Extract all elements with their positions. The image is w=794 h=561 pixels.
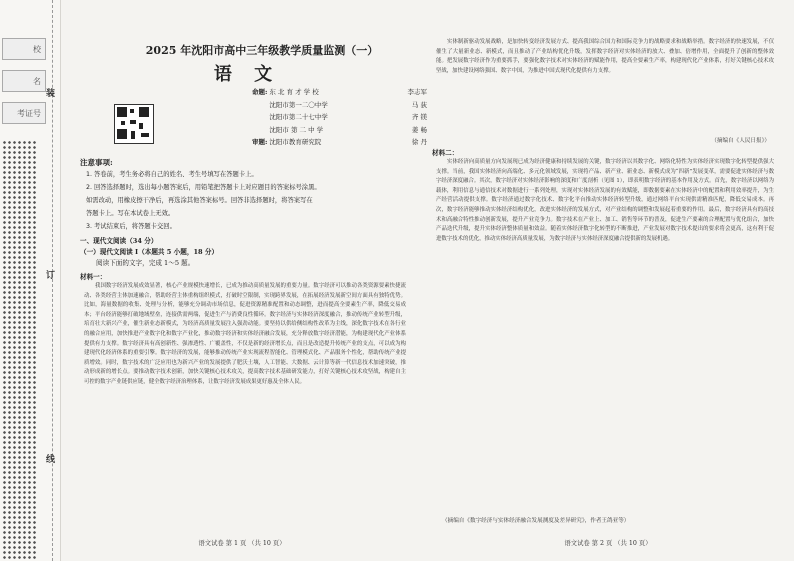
page-footer: 语文试卷 第 2 页 （共 10 页） [564,540,652,547]
author-row: 审题: 沈阳市教育研究院 徐 丹 [252,138,427,146]
instruction-text: 阅读下面的文字，完成 1～5 题。 [96,259,195,267]
notice-item: 答题卡上。写在本试卷上无效。 [86,210,175,217]
exam-number-field[interactable]: 考证号 [2,102,46,124]
author-row: 沈阳市 第 二 中 学 姜 畅 [269,125,427,134]
school-field[interactable]: 校 [2,38,46,60]
source-note-2: （摘编自《数字经济与实体经济融合发展测度及差异研究》，作者王鸽亚等） [442,518,630,524]
author-row: 沈阳市第一二〇中学 马 荻 [269,100,427,109]
notice-item: 如需改动，用橡皮擦干净后，再选涂其他答案标号。回答非选择题时，将答案写在 [86,197,313,204]
subject-title: 语 文 [213,64,281,85]
author-list [252,86,427,149]
qr-code-icon [114,104,154,144]
source-note-1: （摘编自《人民日报》） [711,138,770,144]
notice-list [86,168,406,233]
perforation-pattern [2,140,38,560]
section-heading: 一、现代文阅读（34 分） [80,237,158,245]
page-2 [428,0,788,561]
bind-char-ding: 订 [46,271,56,281]
subsection-heading: （一）现代文阅读 I（本题共 5 小题，18 分） [80,248,219,256]
page-1 [62,0,427,561]
bind-char-xian: 线 [46,455,56,465]
exam-title: 2025 年沈阳市高中三年级教学质量监测（一） [145,44,379,57]
name-field[interactable]: 名 [2,70,46,92]
material-1-continued: 实体制新驱动发展战略，是加快转变经济发展方式、提高我国综合国力和国际竞争力的战略要求和战略举措。数字经济的快速发展，不仅催生了大量新业态、新模式，而且推动了产业结构优化升级，发挥数字经济对实体经济的放大、叠加、倍增作用，全面提升了创新的整体效能。把发展数字经济作为重要抓手，要强化数字技术对实体经济的赋能作用，提高全要素生产率，构建现代化产业体系，打好关键核心技术攻坚战，加快建设网络强国、数字中国，为推进中国式现代化提供有力支撑。 [436,39,774,74]
notice-item: 3. 考试结束后，将答题卡交回。 [86,223,176,230]
material-2-body: 实体经济向高质量方向发展现已成为经济健康和持续发展的关键，数字经济以其数字化、网络化特性为实体经济实现数字化转型提供强大支撑。当前，我国实体经济向高端化、多元化领域发展，实现将产品、新产业、新业态、新模式成为“四新”发展变革，需要促进实体经济与数字经济深度融合。其次，数字经济对实体经济影响的深度和广度剖析（见图 1），即表明数字经济的基本作用及方式。首先，数字经济以网络为载体，利用信息与通信技术对数据进行一系列处理，实现对实体经济发展的有效赋能，即数据要素在实体经济中的配置和利用效率提升，为生产经营活动提供支撑。数字经济通过数字化技术、数字化平台推动实体经济转型升级，通过网络平台实现供需精准匹配，降低交易成本。再次，数字经济能够推动实体经济结构优化，改进实体经济的发展方式，对产业结构的调整和发展起着重要的作用。最后，数字经济具有的高技术和高融合特性推动创新发展，提升产业竞争力。数字技术在产业上、加工、销售等环节的普及，促进生产要素的合理配置与优化组合，加快产品迭代升级，提升实体经济整体质量和效益。随着实体经济数字化转型的不断推进，产业发展对数字技术提出的要求将会更高，这有利于促进数字技术的优化，推动实体经济高质量发展，为数字经济与实体经济深度融合提供新的发展机遇。 [436,159,774,242]
notice-title: 注意事项: [80,158,113,167]
binding-margin [0,0,61,561]
notice-item: 2. 回答选择题时，选出每小题答案后，用铅笔把答题卡上对应题目的答案标号涂黑。 [86,184,321,191]
page-footer: 语文试卷 第 1 页 （共 10 页） [198,540,286,547]
bind-char-zhuang: 装 [46,89,56,99]
material-1-label: 材料一： [80,273,107,281]
notice-item: 1. 答卷前，考生务必将自己的姓名、考生号填写在答题卡上。 [86,171,258,178]
author-row: 沈阳市第二十七中学 齐 镁 [269,113,427,121]
author-row: 命题: 东 北 育 才 学 校 李志军 [252,88,427,96]
material-1-body: 我国数字经济发展成效显著，核心产业规模快速增长，已成为推动高质量发展的重要力量。数字经济可以推动各类资源要素快捷流动、各类经营主体加速融合，帮助经营主体重构组织模式，打破时空限制，实现跨界发展，在拓展经济发展新空间方面具有独特优势。比如，海量数据的收集、处理与分析，能够充分调动市场信息，促进资源精准配置和动态调整，进而提高全要素生产率，降低交易成本；平台经济能够打破地域壁垒，连接供需两端，促进生产与消费良性循环。数字经济与实体经济深度融合，推动传统产业转型升级，培育壮大新兴产业，催生新业态新模式，为经济高质量发展注入强劲动能。要坚持以供给侧结构性改革为主线，深化数字技术在各行业的融合应用，加快推进产业数字化和数字产业化，推动数字经济和实体经济融合发展，充分释放数字经济潜能，为构建现代化产业体系提供有力支撑。数字经济具有高创新性、强渗透性、广覆盖性，不仅是新的经济增长点，而且是改造提升传统产业的支点，可以成为构建现代化经济体系的重要引擎。数字经济的发展，能够推动传统产业实现流程智能化、管理模式化、产品服务个性化，帮助传统产业提质增效。同时，数字技术的广泛应用也为新兴产业的发展提供了肥沃土壤，人工智能、大数据、云计算等新一代信息技术加速突破，推动形成新的增长点。要推动数字技术创新，加快关键核心技术攻关，提高数字技术基础研发能力，打好关键核心技术攻坚战，构建自主可控的数字产业链供应链，健全数字经济治理体系，让数字经济发展成果更好惠及全体人民。 [84,283,406,385]
material-2-label: 材料二： [432,149,459,157]
